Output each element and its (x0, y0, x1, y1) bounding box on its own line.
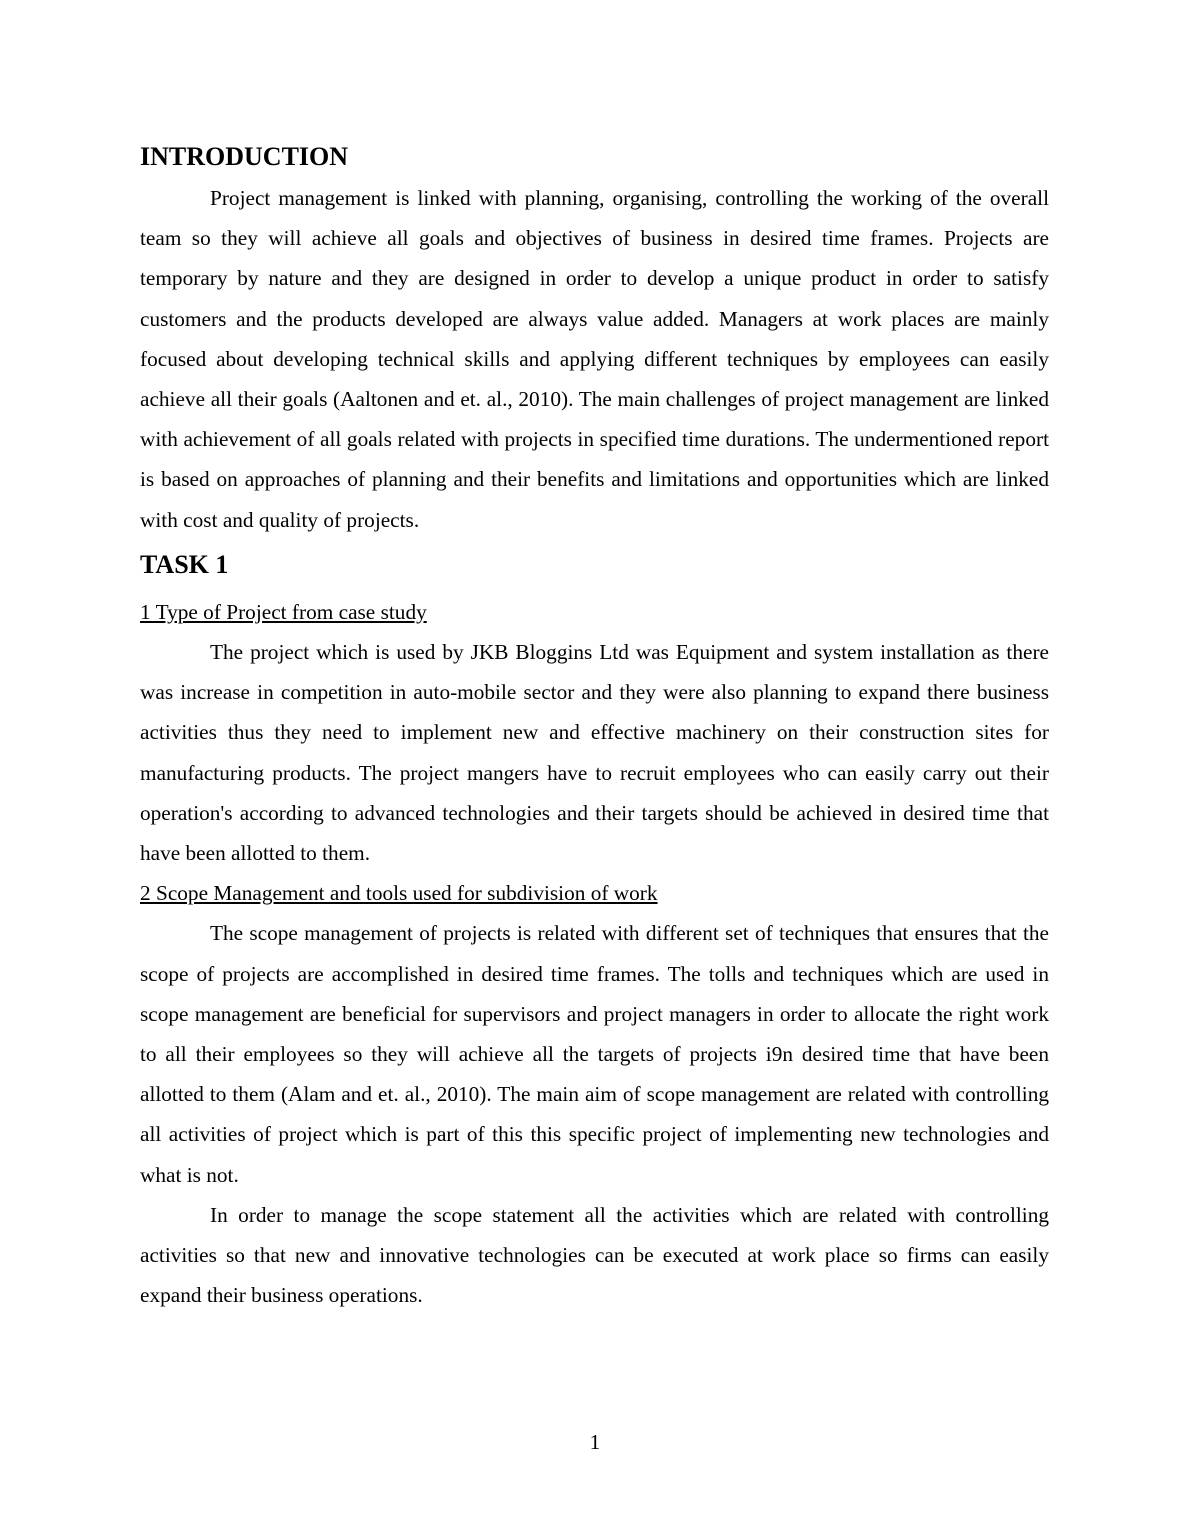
document-page (140, 138, 1049, 1315)
scope-statement-paragraph: In order to manage the scope statement all the activities which are related with controlling activities so that new and innovative technologies can be executed at work place so firms can easily expand their business operations. (140, 1202, 1049, 1308)
introduction-paragraph: Project management is linked with planning, organising, controlling the working of the overall team so they will achieve all goals and objectives of business in desired time frames. Projects are temporary by nature and they are designed in order to develop a unique product in order to satisfy customers and the products developed are always value added. Managers at work places are mainly focused about developing technical skills and applying different techniques by employees can easily achieve all their goals (Aaltonen and et. al., 2010). The main challenges of project management are linked with achievement of all goals related with projects in specified time durations. The undermentioned report is based on approaches of planning and their benefits and limitations and opportunities which are linked with cost and quality of projects. (140, 186, 1049, 532)
page-number: 1 (589, 1430, 601, 1454)
project-type-paragraph: The project which is used by JKB Bloggins Ltd was Equipment and system installation as there was increase in competition in auto-mobile sector and they were also planning to expand there business activities thus they need to implement new and effective machinery on their construction sites for manufacturing products. The project mangers have to recruit employees who can easily carry out their operation's according to advanced technologies and their targets should be achieved in desired time that have been allotted to them. (140, 640, 1049, 866)
introduction-heading: INTRODUCTION (140, 142, 349, 171)
scope-management-subheading: 2 Scope Management and tools used for subdivision of work (140, 881, 658, 906)
scope-management-paragraph: The scope management of projects is related with different set of techniques that ensures that the scope of projects are accomplished in desired time frames. The tolls and techniques which are used in scope management are beneficial for supervisors and project managers in order to allocate the right work to all their employees so they will achieve all the targets of projects i9n desired time that have been allotted to them (Alam and et. al., 2010). The main aim of scope management are related with controlling all activities of project which is part of this this specific project of implementing new technologies and what is not. (140, 921, 1049, 1187)
task1-heading: TASK 1 (140, 549, 229, 579)
project-type-subheading: 1 Type of Project from case study (140, 599, 427, 624)
